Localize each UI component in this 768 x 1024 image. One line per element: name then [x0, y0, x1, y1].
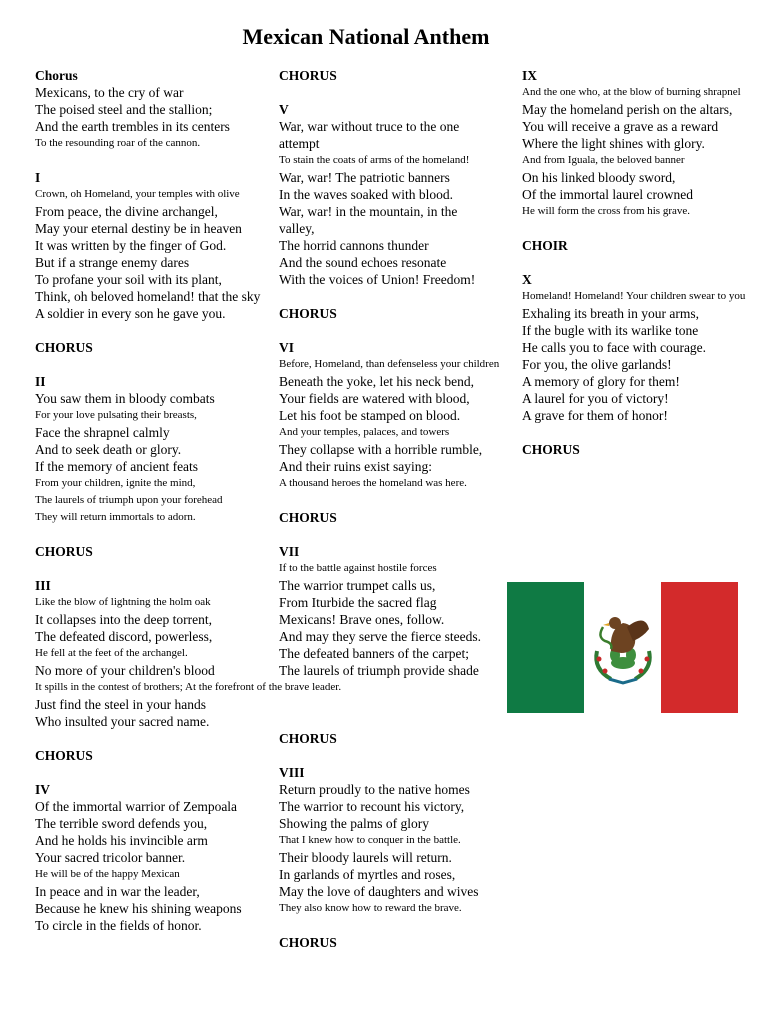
- lyric-line: Let his foot be stamped on blood.: [279, 408, 461, 423]
- stanza-heading: IV: [35, 782, 51, 797]
- lyric-line: Because he knew his shining weapons: [35, 901, 242, 916]
- lyric-line: On his linked bloody sword,: [522, 170, 676, 185]
- stanza-gap: [35, 764, 285, 781]
- lyric-line: He calls you to face with courage.: [522, 340, 707, 355]
- lyric-line: He fell at the feet of the archangel.: [35, 647, 188, 659]
- lyric-line: The warrior trumpet calls us,: [279, 578, 436, 593]
- lyric-line: Return proudly to the native homes: [279, 782, 470, 797]
- lyric-line: Your sacred tricolor banner.: [35, 850, 186, 865]
- lyric-line: And may they serve the fierce steeds.: [279, 629, 482, 644]
- stanza-gap: [35, 560, 285, 577]
- stanza-heading: VII: [279, 544, 300, 559]
- lyric-line: They also know how to reward the brave.: [279, 902, 462, 914]
- lyric-line: For your love pulsating their breasts,: [35, 409, 197, 421]
- flag-red-band: [661, 582, 738, 713]
- lyric-line: Mexicans! Brave ones, follow.: [279, 612, 445, 627]
- lyric-line: Of the immortal warrior of Zempoala: [35, 799, 238, 814]
- lyric-line: In garlands of myrtles and roses,: [279, 867, 456, 882]
- lyric-line: May your eternal destiny be in heaven: [35, 221, 242, 236]
- stanza-gap: [35, 526, 285, 543]
- lyric-line: Who insulted your sacred name.: [35, 714, 210, 729]
- lyric-line: With the voices of Union! Freedom!: [279, 272, 476, 287]
- lyric-line: And the sound echoes resonate: [279, 255, 447, 270]
- lyric-line: War, war without truce to the one: [279, 119, 460, 134]
- stanza-heading: CHORUS: [35, 544, 93, 559]
- lyric-line: If to the battle against hostile forces: [279, 562, 437, 574]
- lyric-line: May the love of daughters and wives: [279, 884, 479, 899]
- stanza-heading: VI: [279, 340, 295, 355]
- stanza-heading: IX: [522, 68, 538, 83]
- lyric-line: Before, Homeland, than defenseless your children: [279, 358, 500, 370]
- lyric-line: That I knew how to conquer in the battle.: [279, 834, 461, 846]
- lyric-line: From your children, ignite the mind,: [35, 477, 196, 489]
- lyric-line: The defeated banners of the carpet;: [279, 646, 470, 661]
- lyric-line: It spills in the contest of brothers; At the forefront of the brave leader.: [35, 681, 342, 693]
- stanza-gap: [279, 84, 519, 101]
- lyric-line: Beneath the yoke, let his neck bend,: [279, 374, 474, 389]
- lyric-line: May the homeland perish on the altars,: [522, 102, 733, 117]
- lyric-line: A soldier in every son he gave you.: [35, 306, 226, 321]
- lyrics-column-2: [279, 67, 519, 951]
- lyric-line: The poised steel and the stallion;: [35, 102, 213, 117]
- stanza-gap: [279, 747, 519, 764]
- lyric-line: attempt: [279, 136, 320, 151]
- lyric-line: To the resounding roar of the cannon.: [35, 137, 201, 149]
- stanza-gap: [279, 696, 519, 713]
- lyric-line: The defeated discord, powerless,: [35, 629, 213, 644]
- flag-green-band: [507, 582, 584, 713]
- lyric-line: It was written by the finger of God.: [35, 238, 227, 253]
- stanza-heading: CHORUS: [35, 340, 93, 355]
- lyric-line: In the waves soaked with blood.: [279, 187, 453, 202]
- lyric-line: Of the immortal laurel crowned: [522, 187, 693, 202]
- lyric-line: For you, the olive garlands!: [522, 357, 672, 372]
- stanza-heading: II: [35, 374, 46, 389]
- lyric-line: And the one who, at the blow of burning shrapnel: [522, 86, 741, 98]
- stanza-gap: [522, 424, 768, 441]
- lyric-line: War, war! The patriotic banners: [279, 170, 450, 185]
- stanza-heading: CHORUS: [279, 935, 337, 950]
- lyric-line: And their ruins exist saying:: [279, 459, 432, 474]
- stanza-heading: CHOIR: [522, 238, 568, 253]
- lyric-line: A laurel for you of victory!: [522, 391, 669, 406]
- lyric-line: War, war! in the mountain, in the: [279, 204, 458, 219]
- lyric-line: valley,: [279, 221, 315, 236]
- lyric-line: And your temples, palaces, and towers: [279, 426, 450, 438]
- lyric-line: A thousand heroes the homeland was here.: [279, 477, 467, 489]
- lyric-line: No more of your children's blood: [35, 663, 215, 678]
- lyric-line: A grave for them of honor!: [522, 408, 668, 423]
- stanza-heading: V: [279, 102, 289, 117]
- stanza-gap: [279, 713, 519, 730]
- lyric-line: They collapse with a horrible rumble,: [279, 442, 483, 457]
- lyric-line: Exhaling its breath in your arms,: [522, 306, 699, 321]
- lyric-line: You will receive a grave as a reward: [522, 119, 719, 134]
- lyric-line: The warrior to recount his victory,: [279, 799, 465, 814]
- stanza-heading: CHORUS: [279, 731, 337, 746]
- lyric-line: And from Iguala, the beloved banner: [522, 154, 685, 166]
- stanza-heading: Chorus: [35, 68, 78, 83]
- lyric-line: Your fields are watered with blood,: [279, 391, 470, 406]
- stanza-gap: [279, 288, 519, 305]
- lyric-line: And he holds his invincible arm: [35, 833, 208, 848]
- lyric-line: He will form the cross from his grave.: [522, 205, 691, 217]
- lyric-line: Homeland! Homeland! Your children swear to you: [522, 290, 746, 302]
- lyric-line: The laurels of triumph upon your forehead: [35, 494, 223, 506]
- lyric-line: Just find the steel in your hands: [35, 697, 206, 712]
- lyric-line: To circle in the fields of honor.: [35, 918, 202, 933]
- lyric-line: In peace and in war the leader,: [35, 884, 200, 899]
- stanza-heading: CHORUS: [35, 748, 93, 763]
- mexican-flag: [507, 582, 738, 713]
- stanza-heading: CHORUS: [279, 68, 337, 83]
- stanza-gap: [35, 356, 285, 373]
- lyric-line: Face the shrapnel calmly: [35, 425, 170, 440]
- lyric-line: If the bugle with its warlike tone: [522, 323, 699, 338]
- lyric-line: It collapses into the deep torrent,: [35, 612, 212, 627]
- lyric-line: From peace, the divine archangel,: [35, 204, 218, 219]
- lyric-line: The laurels of triumph provide shade: [279, 663, 479, 678]
- lyric-line: And to seek death or glory.: [35, 442, 182, 457]
- flag-white-band: [584, 582, 661, 713]
- page-title: Mexican National Anthem: [242, 24, 490, 49]
- stanza-gap: [35, 322, 285, 339]
- stanza-heading: VIII: [279, 765, 305, 780]
- lyric-line: From Iturbide the sacred flag: [279, 595, 437, 610]
- lyrics-column-3: [522, 67, 768, 458]
- lyric-line: Crown, oh Homeland, your temples with olive: [35, 188, 240, 200]
- stanza-heading: I: [35, 170, 41, 185]
- lyric-line: Mexicans, to the cry of war: [35, 85, 184, 100]
- stanza-gap: [35, 730, 285, 747]
- stanza-heading: III: [35, 578, 51, 593]
- stanza-heading: CHORUS: [522, 442, 580, 457]
- stanza-gap: [279, 917, 519, 934]
- lyric-line: Showing the palms of glory: [279, 816, 429, 831]
- lyric-line: If the memory of ancient feats: [35, 459, 199, 474]
- lyric-line: The horrid cannons thunder: [279, 238, 429, 253]
- lyric-line: And the earth trembles in its centers: [35, 119, 230, 134]
- stanza-gap: [522, 254, 768, 271]
- lyric-line: But if a strange enemy dares: [35, 255, 190, 270]
- stanza-gap: [279, 526, 519, 543]
- lyric-line: Like the blow of lightning the holm oak: [35, 596, 211, 608]
- stanza-gap: [35, 152, 285, 169]
- stanza-gap: [522, 220, 768, 237]
- stanza-heading: CHORUS: [279, 306, 337, 321]
- stanza-heading: X: [522, 272, 532, 287]
- stanza-heading: CHORUS: [279, 510, 337, 525]
- lyric-line: They will return immortals to adorn.: [35, 511, 196, 523]
- lyric-line: A memory of glory for them!: [522, 374, 680, 389]
- stanza-gap: [279, 492, 519, 509]
- lyric-line: The terrible sword defends you,: [35, 816, 208, 831]
- lyric-line: He will be of the happy Mexican: [35, 868, 180, 880]
- lyric-line: To stain the coats of arms of the homeland!: [279, 154, 470, 166]
- lyric-line: You saw them in bloody combats: [35, 391, 215, 406]
- stanza-gap: [279, 322, 519, 339]
- stanza-gap: [279, 679, 519, 696]
- lyric-line: Where the light shines with glory.: [522, 136, 705, 151]
- lyric-line: To profane your soil with its plant,: [35, 272, 222, 287]
- coat-of-arms-icon: [587, 607, 659, 687]
- lyric-line: Their bloody laurels will return.: [279, 850, 452, 865]
- lyric-line: Think, oh beloved homeland! that the sky: [35, 289, 261, 304]
